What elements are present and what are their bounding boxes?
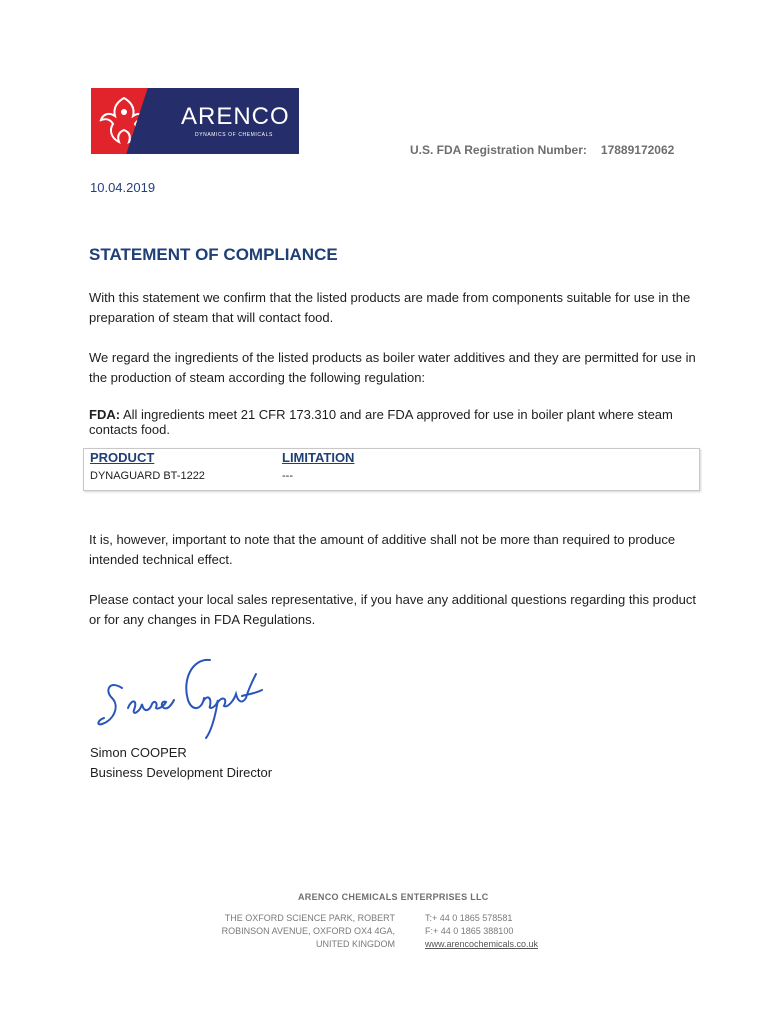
document-title: STATEMENT OF COMPLIANCE: [89, 245, 338, 264]
footer-company-name: ARENCO CHEMICALS ENTERPRISES LLC: [298, 892, 489, 902]
footer-address-line-2: ROBINSON AVENUE, OXFORD OX4 4GA,: [221, 926, 395, 936]
logo-tagline: DYNAMICS OF CHEMICALS: [195, 131, 273, 138]
paragraph-additive-note: It is, however, important to note that the amount of additive shall not be more than required to produce intended technical effect.: [89, 532, 676, 567]
company-logo: [91, 88, 299, 154]
document-date: 10.04.2019: [90, 180, 156, 195]
table-cell-limitation: ---: [282, 470, 293, 482]
fda-registration: [410, 143, 674, 157]
table-header-product: PRODUCT: [90, 450, 155, 465]
signer-name: Simon COOPER: [90, 745, 187, 760]
fda-text: All ingredients meet 21 CFR 173.310 and are FDA approved for use in boiler plant where steam contacts food.: [89, 407, 673, 437]
table-header-limitation: LIMITATION: [282, 450, 355, 465]
footer-address-line-1: THE OXFORD SCIENCE PARK, ROBERT: [224, 913, 395, 923]
fda-registration-number: 17889172062: [600, 143, 675, 157]
handwritten-signature: [92, 650, 277, 745]
paragraph-fda: [89, 407, 709, 437]
table-cell-product: DYNAGUARD BT-1222: [90, 470, 205, 482]
dragon-emblem-icon: [91, 88, 157, 154]
footer-website-link[interactable]: www.arencochemicals.co.uk: [425, 939, 539, 949]
signer-title: Business Development Director: [90, 765, 273, 780]
fda-label: FDA:: [89, 407, 121, 422]
paragraph-ingredients: We regard the ingredients of the listed products as boiler water additives and they are permitted for use in the production of steam according the following regulation:: [89, 350, 696, 385]
footer-fax: F:+ 44 0 1865 388100: [425, 926, 514, 936]
footer-address-line-3: UNITED KINGDOM: [315, 939, 395, 949]
paragraph-confirmation: With this statement we confirm that the listed products are made from components suitable for use in the preparation of steam that will contact food.: [89, 290, 691, 325]
product-table: [83, 448, 700, 491]
logo-wordmark: ARENCO: [181, 102, 290, 130]
paragraph-contact: Please contact your local sales representative, if you have any additional questions regarding this product or for any changes in FDA Regulations.: [89, 592, 697, 627]
footer-phone: T:+ 44 0 1865 578581: [425, 913, 513, 923]
fda-registration-label: U.S. FDA Registration Number:: [410, 143, 587, 157]
